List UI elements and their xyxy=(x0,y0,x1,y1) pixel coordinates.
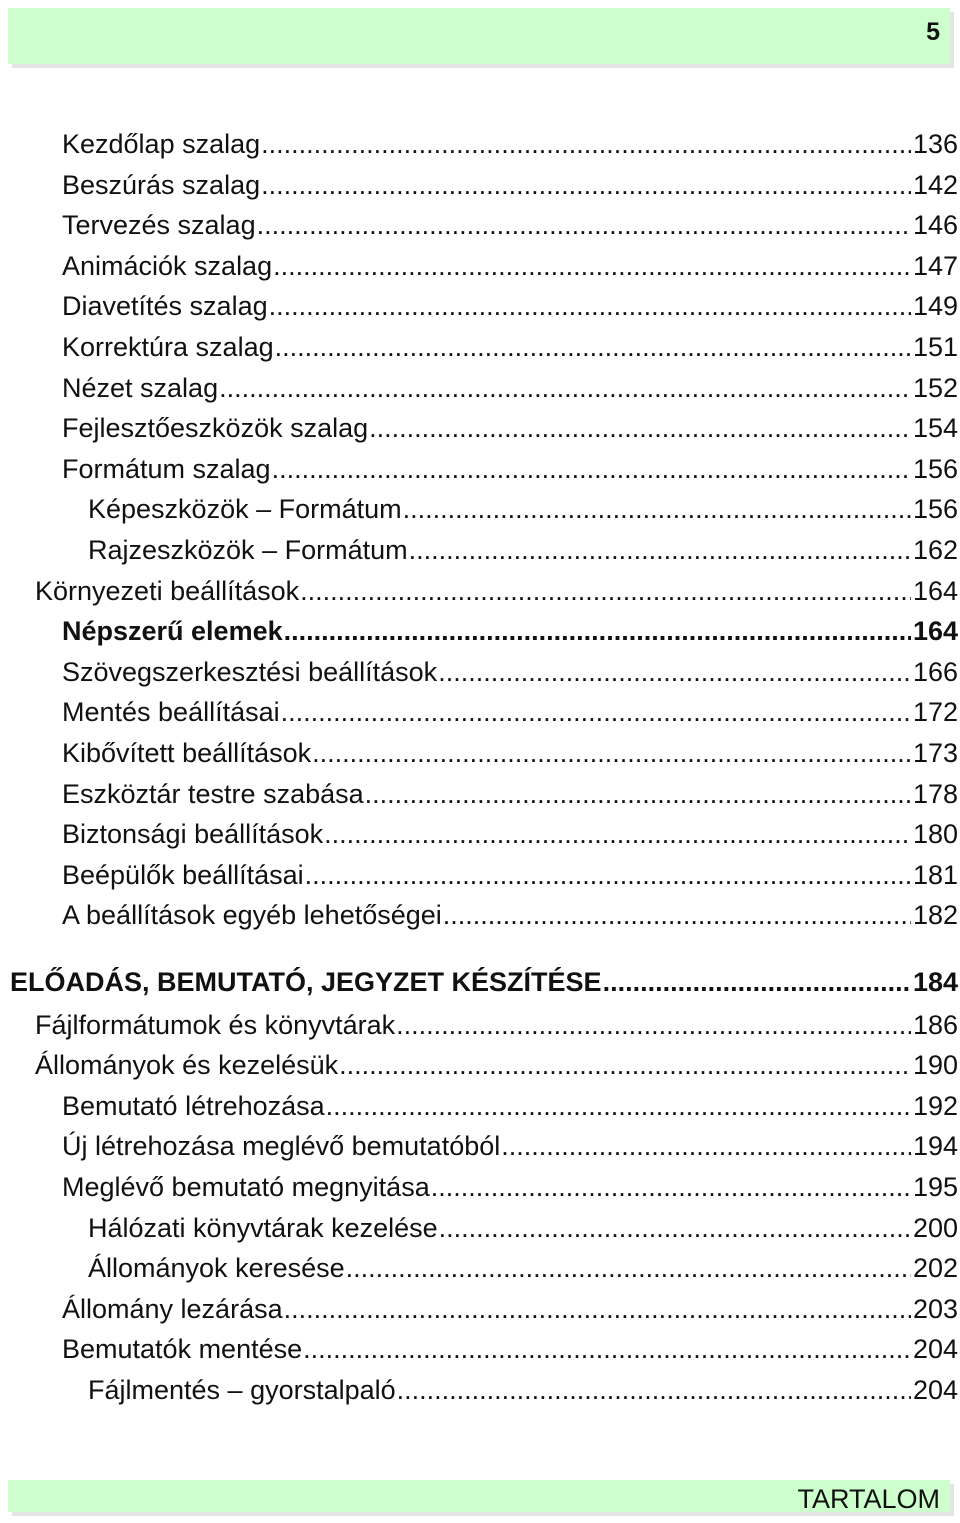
toc-entry xyxy=(0,1370,958,1410)
toc-entry xyxy=(0,165,958,205)
dot-leader xyxy=(339,1045,911,1085)
toc-entry-page: 203 xyxy=(912,1293,958,1324)
toc-entry-page: 178 xyxy=(912,778,958,809)
toc-entry-page: 172 xyxy=(912,697,958,728)
toc-entry-page: 166 xyxy=(912,656,958,687)
dot-leader xyxy=(219,368,911,408)
toc-entry-title: Szövegszerkesztési beállítások xyxy=(62,656,438,687)
toc-entry-page: 180 xyxy=(912,819,958,850)
toc-entry xyxy=(0,962,958,1002)
toc-entry-title: Eszköztár testre szabása xyxy=(62,778,364,809)
dot-leader xyxy=(305,855,911,895)
dot-leader xyxy=(438,652,911,692)
toc-entry-page: 194 xyxy=(912,1131,958,1162)
toc-entry-title: Diavetítés szalag xyxy=(62,291,268,322)
toc-entry xyxy=(0,530,958,570)
toc-entry-page: 181 xyxy=(912,859,958,890)
dot-leader xyxy=(439,1208,911,1248)
dot-leader xyxy=(603,962,911,1002)
toc-entry-title: Bemutatók mentése xyxy=(62,1334,303,1365)
toc-entry-title: Biztonsági beállítások xyxy=(62,819,324,850)
dot-leader xyxy=(396,1005,911,1045)
toc-entry-title: Kezdőlap szalag xyxy=(62,129,261,159)
toc-entry xyxy=(0,205,958,245)
toc-entry xyxy=(0,1289,958,1329)
toc-entry-title: Fájlformátumok és könyvtárak xyxy=(35,1009,396,1040)
dot-leader xyxy=(431,1167,911,1207)
dot-leader xyxy=(261,165,911,205)
toc-entry-page: 154 xyxy=(912,413,958,444)
toc-entry xyxy=(0,895,958,935)
page-number: 5 xyxy=(926,18,940,46)
toc-entry-title: Beépülők beállításai xyxy=(62,859,304,890)
toc-entry xyxy=(0,408,958,448)
toc-entry-page: 200 xyxy=(912,1212,958,1243)
toc-entry-title: Hálózati könyvtárak kezelése xyxy=(88,1212,438,1243)
toc-entry xyxy=(0,1167,958,1207)
dot-leader xyxy=(269,286,911,326)
footer-label: TARTALOM xyxy=(797,1484,940,1514)
toc-entry-page: 204 xyxy=(912,1375,958,1405)
toc-entry-title: Rajzeszközök – Formátum xyxy=(88,535,408,565)
dot-leader xyxy=(284,1289,911,1329)
toc-entry-title: Állomány lezárása xyxy=(62,1293,283,1324)
dot-leader xyxy=(346,1248,911,1288)
dot-leader xyxy=(501,1126,911,1166)
toc-entry-title: Kibővített beállítások xyxy=(62,738,312,768)
toc-entry-title: Környezeti beállítások xyxy=(35,575,300,606)
toc-entry xyxy=(0,1329,958,1369)
toc-entry-page: 173 xyxy=(912,738,958,768)
toc-entry-title: Beszúrás szalag xyxy=(62,169,261,200)
toc-entry-page: 156 xyxy=(912,494,958,525)
toc-entry xyxy=(0,489,958,529)
toc-entry xyxy=(0,692,958,732)
dot-leader xyxy=(397,1370,911,1410)
toc-entry xyxy=(0,1086,958,1126)
toc-entry-page: 192 xyxy=(912,1090,958,1121)
toc-entry xyxy=(0,286,958,326)
toc-entry xyxy=(0,652,958,692)
toc-entry-title: Fejlesztőeszközök szalag xyxy=(62,413,369,444)
toc-entry xyxy=(0,611,958,651)
toc-entry-page: 142 xyxy=(912,169,958,200)
toc-entry-page: 202 xyxy=(912,1253,958,1284)
toc-entry xyxy=(0,571,958,611)
toc-entry-title: Meglévő bemutató megnyitása xyxy=(62,1172,430,1202)
toc-entry-title: Népszerű elemek xyxy=(62,616,283,647)
toc-entry xyxy=(0,449,958,489)
dot-leader xyxy=(409,530,911,570)
toc-entry-page: 186 xyxy=(912,1009,958,1040)
toc-entry-page: 151 xyxy=(912,332,958,362)
dot-leader xyxy=(312,733,911,773)
footer-bar xyxy=(8,1480,950,1512)
dot-leader xyxy=(303,1329,911,1369)
dot-leader xyxy=(273,246,911,286)
toc-entry xyxy=(0,774,958,814)
dot-leader xyxy=(275,327,911,367)
toc-entry-page: 182 xyxy=(912,900,958,931)
toc-entry-title: ELŐADÁS, BEMUTATÓ, JEGYZET KÉSZÍTÉSE xyxy=(10,967,602,997)
toc-entry-page: 147 xyxy=(912,250,958,281)
toc-entry-page: 190 xyxy=(912,1050,958,1081)
toc-entry xyxy=(0,368,958,408)
toc-entry-title: Bemutató létrehozása xyxy=(62,1090,325,1121)
dot-leader xyxy=(324,814,911,854)
toc-entry-page: 195 xyxy=(912,1172,958,1202)
dot-leader xyxy=(300,571,911,611)
dot-leader xyxy=(284,611,911,651)
toc-entry-title: Képeszközök – Formátum xyxy=(88,494,402,525)
toc-entry xyxy=(0,1208,958,1248)
toc-entry-title: Állományok és kezelésük xyxy=(35,1050,339,1081)
dot-leader xyxy=(403,489,911,529)
toc-entry xyxy=(0,814,958,854)
dot-leader xyxy=(261,124,911,164)
toc-entry-page: 156 xyxy=(912,453,958,484)
dot-leader xyxy=(443,895,911,935)
toc-entry xyxy=(0,327,958,367)
toc-entry-page: 164 xyxy=(912,575,958,606)
toc-entry-title: Korrektúra szalag xyxy=(62,332,274,362)
toc-entry xyxy=(0,1045,958,1085)
toc-entry-page: 164 xyxy=(912,616,958,647)
header-bar xyxy=(8,8,950,64)
toc-entry-page: 184 xyxy=(912,967,958,997)
dot-leader xyxy=(272,449,911,489)
toc-entry-page: 146 xyxy=(912,210,958,241)
toc-entry-title: Állományok keresése xyxy=(88,1253,345,1284)
dot-leader xyxy=(257,205,911,245)
toc-entry-page: 152 xyxy=(912,372,958,403)
toc-entry-title: Formátum szalag xyxy=(62,453,271,484)
toc-entry xyxy=(0,1248,958,1288)
toc-entry-page: 162 xyxy=(912,535,958,565)
toc-entry xyxy=(0,855,958,895)
toc-entry xyxy=(0,1126,958,1166)
toc-entry-title: Nézet szalag xyxy=(62,372,219,403)
toc-entry-page: 136 xyxy=(912,129,958,159)
toc-entry xyxy=(0,733,958,773)
toc-entry xyxy=(0,1005,958,1045)
dot-leader xyxy=(326,1086,911,1126)
toc-entry-title: Fájlmentés – gyorstalpaló xyxy=(88,1375,396,1405)
toc-entry-title: Animációk szalag xyxy=(62,250,273,281)
toc-entry xyxy=(0,246,958,286)
toc-entry-title: Tervezés szalag xyxy=(62,210,256,241)
toc-entry-title: Új létrehozása meglévő bemutatóból xyxy=(62,1131,501,1162)
dot-leader xyxy=(369,408,911,448)
toc-entry-page: 204 xyxy=(912,1334,958,1365)
toc-entry-title: Mentés beállításai xyxy=(62,697,280,728)
dot-leader xyxy=(281,692,911,732)
dot-leader xyxy=(365,774,911,814)
toc-entry-title: A beállítások egyéb lehetőségei xyxy=(62,900,442,931)
toc-entry xyxy=(0,124,958,164)
toc-entry-page: 149 xyxy=(912,291,958,322)
